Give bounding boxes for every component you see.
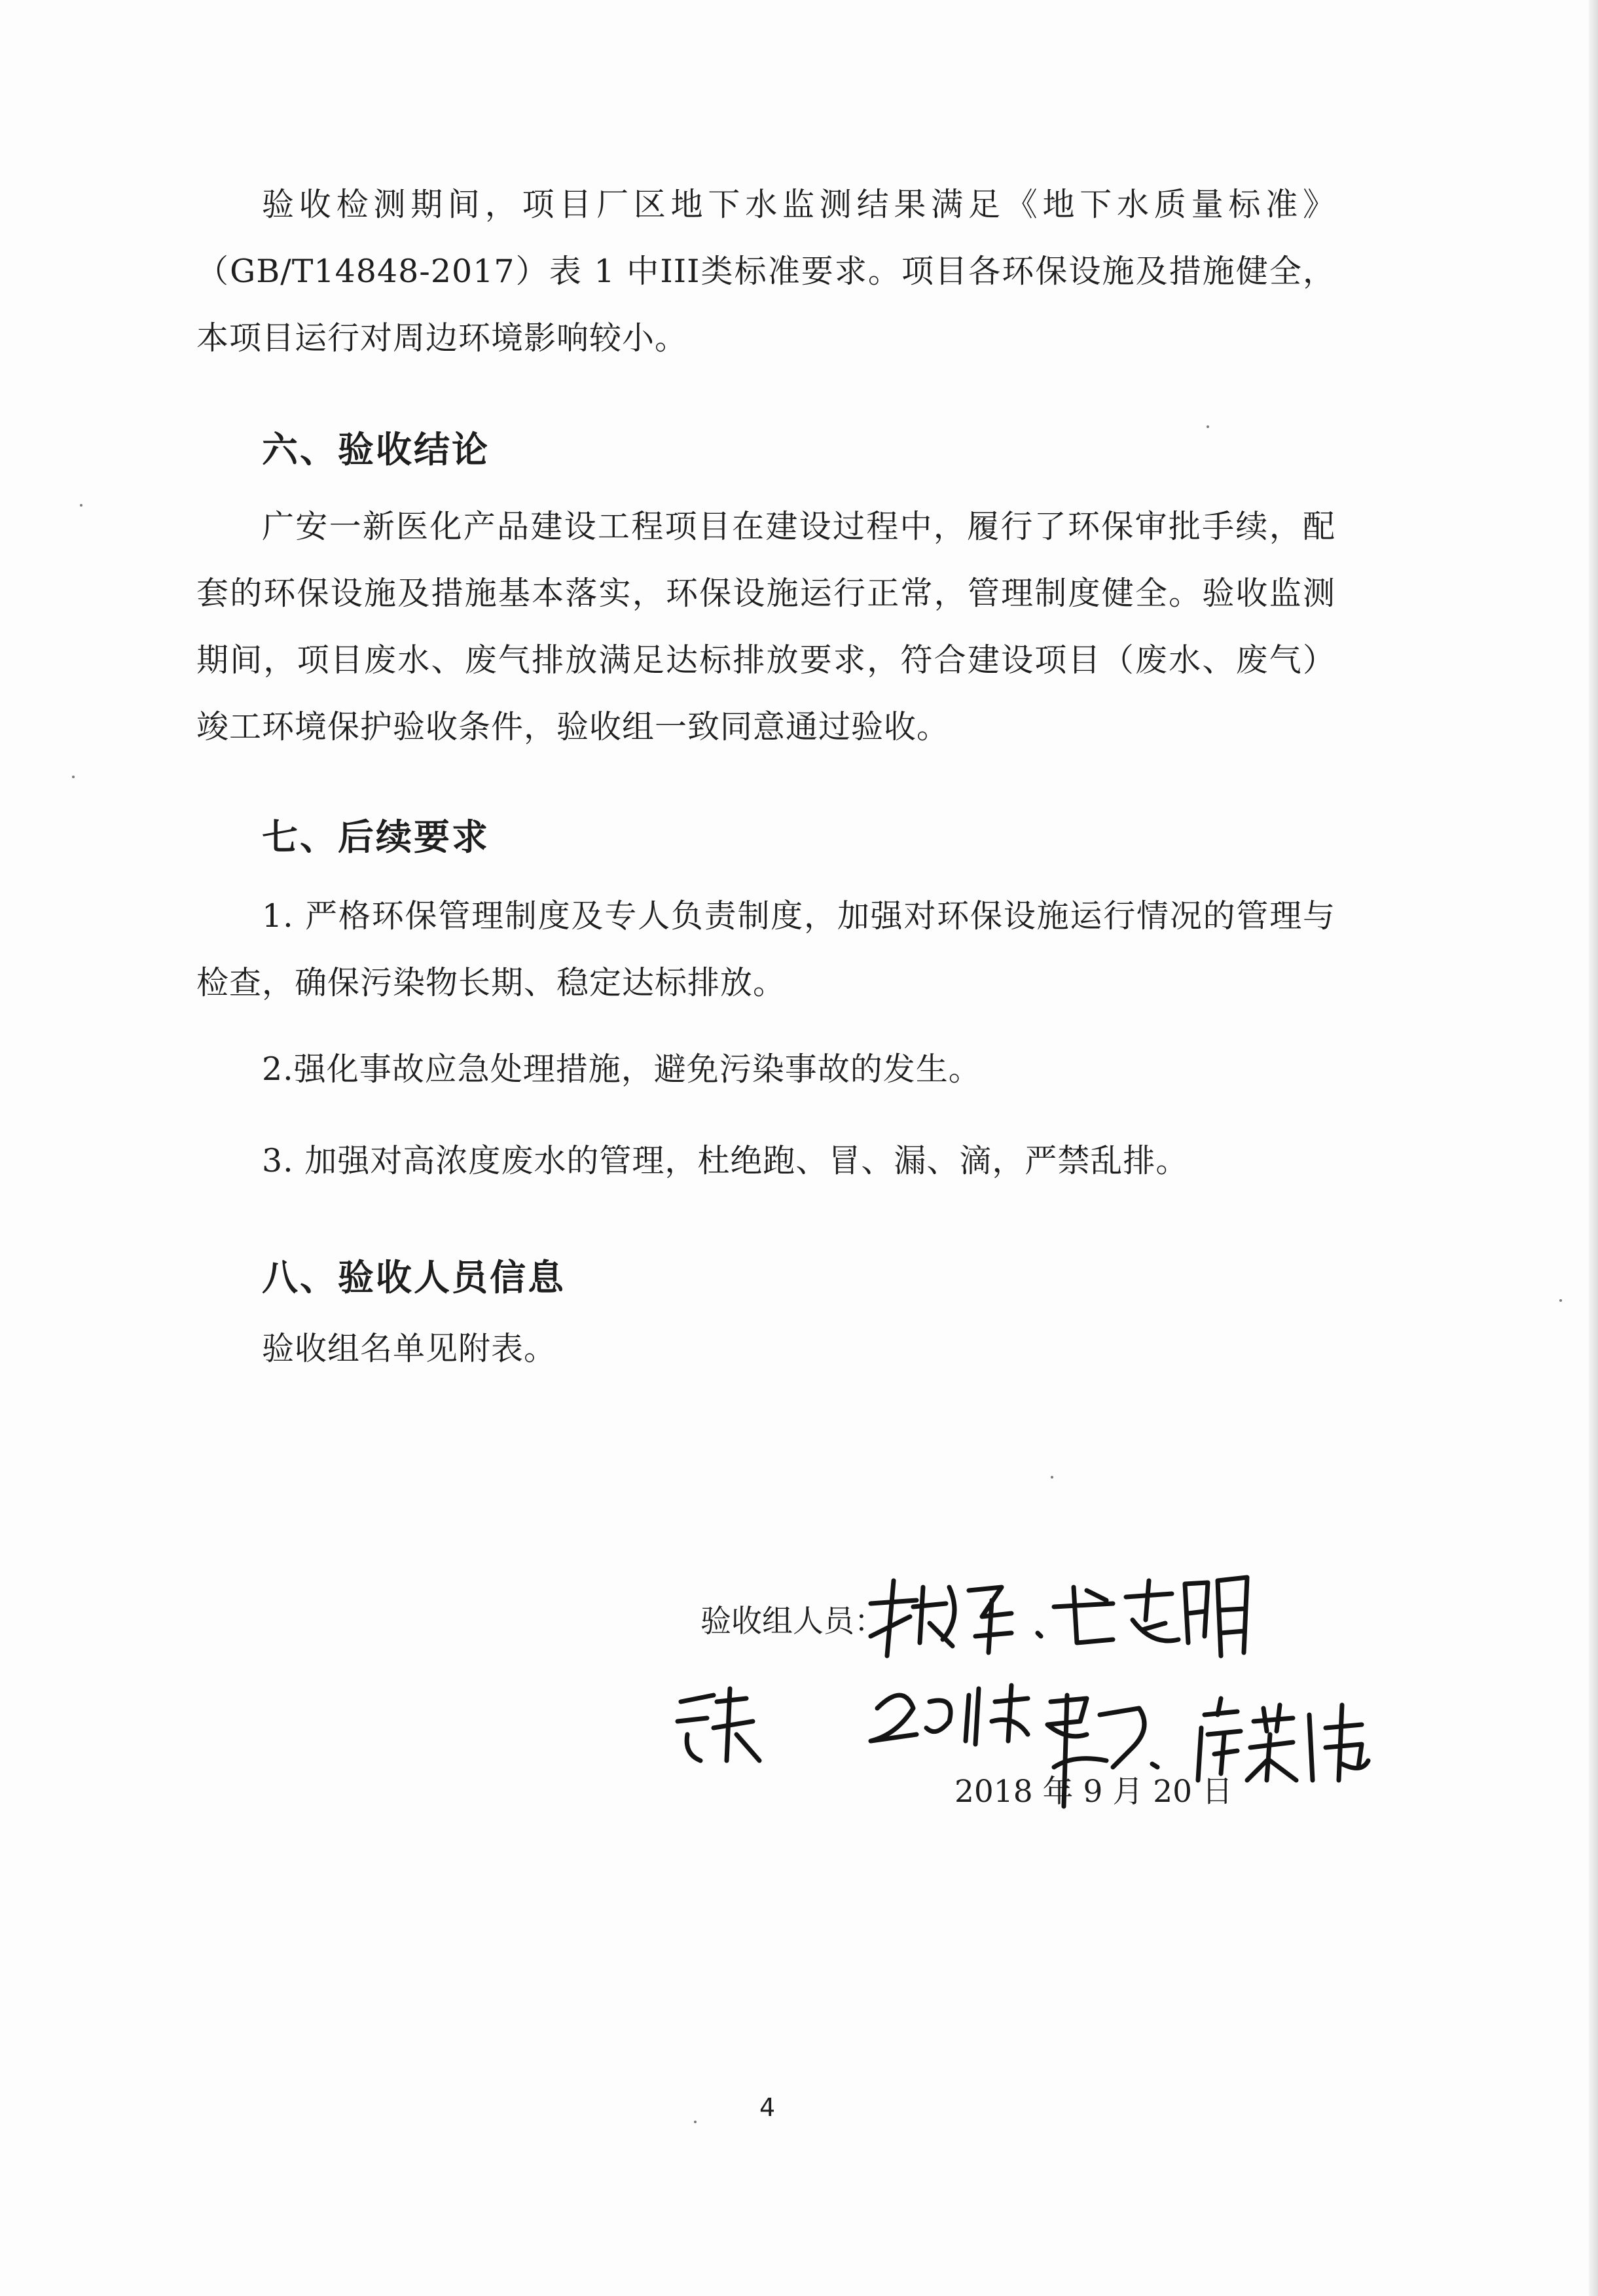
signature-2 xyxy=(1038,1577,1247,1656)
scan-speck xyxy=(1207,425,1209,428)
signature-date: 2018 年 9 月 20 日 xyxy=(954,1774,1233,1810)
section-7-item-1: 1. 严格环保管理制度及专人负责制度，加强对环保设施运行情况的管理与检查，确保污染物长期、稳定达标排放。 xyxy=(196,897,1335,1001)
scan-edge xyxy=(1589,0,1598,2296)
signature-4 xyxy=(871,1685,1028,1744)
scan-speck xyxy=(1559,1299,1562,1302)
intro-paragraph: 验收检测期间，项目厂区地下水监测结果满足《地下水质量标准》（GB/T14848-2017）表 1 中III类标准要求。项目各环保设施及措施健全，本项目运行对周边环境影响较小。 xyxy=(196,186,1335,357)
scan-speck xyxy=(80,504,82,507)
signature-label: 验收组人员： xyxy=(700,1604,885,1640)
section-7-item-3: 3. 加强对高浓度废水的管理，杜绝跑、冒、漏、滴，严禁乱排。 xyxy=(262,1142,1189,1179)
signature-3 xyxy=(678,1689,759,1761)
section-7-heading: 七、后续要求 xyxy=(262,816,490,858)
section-7-item-2: 2.强化事故应急处理措施，避免污染事故的发生。 xyxy=(262,1050,981,1088)
signature-1 xyxy=(871,1581,1011,1656)
section-6-paragraph: 广安一新医化产品建设工程项目在建设过程中，履行了环保审批手续，配套的环保设施及措施基本落实，环保设施运行正常，管理制度健全。验收监测期间，项目废水、废气排放满足达标排放要求，符合建设项目（废水、废气）竣工环境保护验收条件，验收组一致同意通过验收。 xyxy=(196,508,1335,745)
scan-speck xyxy=(694,2121,697,2123)
section-6-heading: 六、验收结论 xyxy=(262,429,490,471)
section-8-line: 验收组名单见附表。 xyxy=(262,1330,557,1367)
section-8-heading: 八、验收人员信息 xyxy=(262,1257,566,1299)
page-number: 4 xyxy=(759,2093,776,2122)
scan-speck xyxy=(72,776,75,778)
scan-speck xyxy=(1051,1476,1053,1479)
